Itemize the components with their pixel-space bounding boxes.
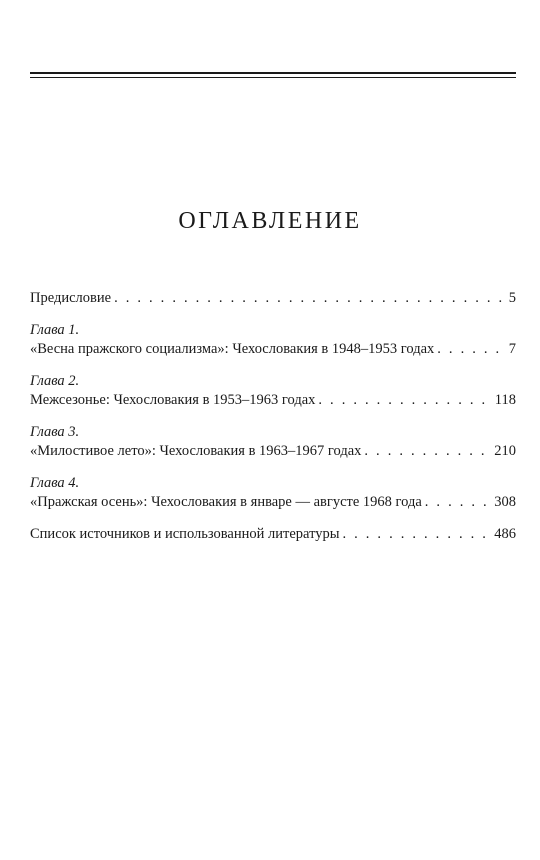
header-rule-thick — [30, 72, 516, 74]
header-rule-thin — [30, 77, 516, 78]
toc-line — [30, 289, 516, 308]
toc-line — [30, 525, 516, 544]
toc-entry-text: Межсезонье: Чехословакия в 1953–1963 годах — [30, 392, 316, 408]
leader-dots — [318, 391, 491, 410]
toc-entry-preface — [30, 289, 516, 308]
toc-entry-chapter-2 — [30, 372, 516, 410]
toc-page-number: 7 — [508, 341, 516, 357]
toc-entry-text: «Милостивое лето»: Чехословакия в 1963–1967 годах — [30, 443, 362, 459]
leader-dots — [364, 442, 491, 461]
toc-entry-text: «Пражская осень»: Чехословакия в январе — августе 1968 года — [30, 494, 422, 510]
toc-page-number: 486 — [494, 526, 516, 542]
leader-dots — [342, 525, 491, 544]
chapter-label: Глава 4. — [30, 475, 80, 491]
toc-page-number: 308 — [494, 494, 516, 510]
toc-page-number: 5 — [508, 290, 516, 306]
chapter-label: Глава 2. — [30, 373, 80, 389]
toc-entry-chapter-4 — [30, 474, 516, 512]
toc-entry-text: Список источников и использованной литературы — [30, 526, 340, 542]
toc-line — [30, 391, 516, 410]
toc-entry-chapter-3 — [30, 423, 516, 461]
leader-dots — [437, 340, 505, 359]
toc-entry-chapter-1 — [30, 321, 516, 359]
chapter-label: Глава 1. — [30, 322, 80, 338]
table-of-contents — [30, 289, 516, 557]
toc-line — [30, 493, 516, 512]
leader-dots — [425, 493, 491, 512]
page-title: ОГЛАВЛЕНИЕ — [178, 208, 362, 234]
toc-page-number: 118 — [494, 392, 516, 408]
leader-dots — [114, 289, 506, 308]
toc-line — [30, 340, 516, 359]
toc-entry-text: «Весна пражского социализма»: Чехословакия в 1948–1953 годах — [30, 341, 435, 357]
toc-entry-text: Предисловие — [30, 290, 112, 306]
toc-page-number: 210 — [494, 443, 516, 459]
chapter-label: Глава 3. — [30, 424, 80, 440]
toc-entry-bibliography — [30, 525, 516, 544]
toc-line — [30, 442, 516, 461]
